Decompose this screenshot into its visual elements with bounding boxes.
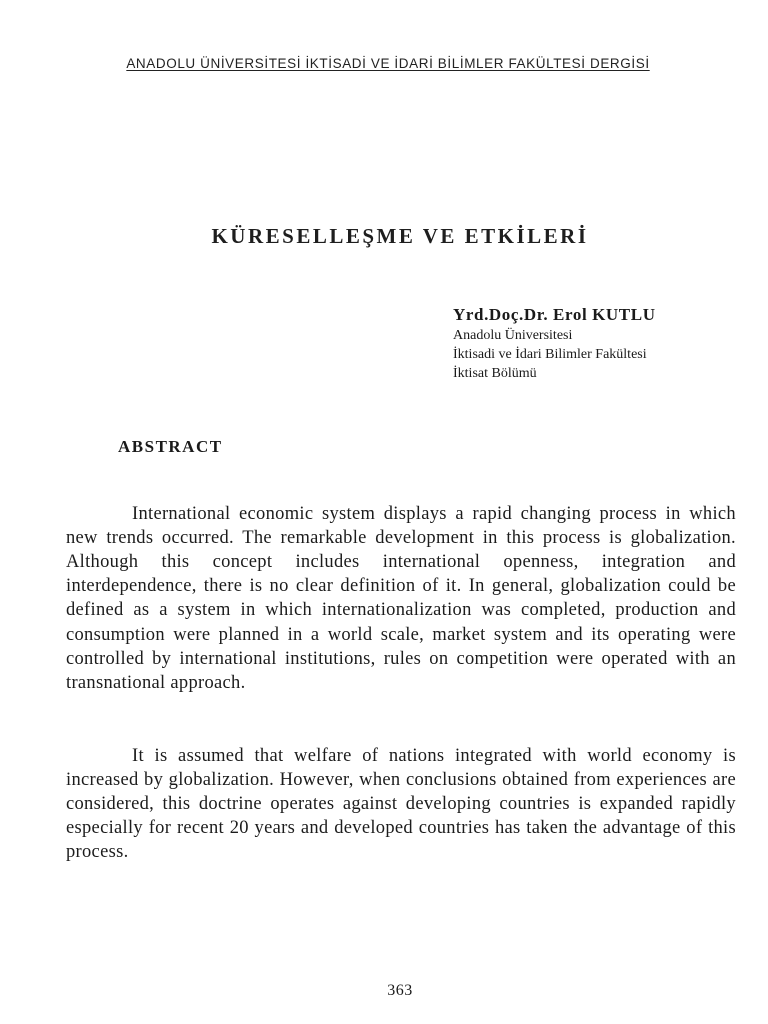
affiliation-faculty: İktisadi ve İdari Bilimler Fakültesi [453,347,647,362]
abstract-paragraph-2: It is assumed that welfare of nations integrated with world economy is increased by globalization. However, when conclusions obtained from experiences are considered, this doctrine operates against developing countries is expanded rapidly especially for recent 20 years and developed countries has taken the advantage of this process. [66,745,736,863]
page-number: 363 [387,982,413,999]
author-block [453,304,753,383]
abstract-heading: ABSTRACT [118,437,223,456]
journal-header: ANADOLU ÜNİVERSİTESİ İKTİSADİ VE İDARİ BİLİMLER FAKÜLTESİ DERGİSİ [126,56,650,71]
article-title: KÜRESELLEŞME VE ETKİLERİ [211,224,589,248]
author-name: Yrd.Doç.Dr. Erol KUTLU [453,305,656,324]
abstract-paragraph-1: International economic system displays a rapid changing process in which new trends occurred. The remarkable development in this process is globalization. Although this concept includes international openness, integration and interdependence, there is no clear definition of it. In general, globalization could be defined as a system in which internationalization was completed, production and consumption were planned in a world scale, market system and its operating were controlled by international institutions, rules on competition were operated with an transnational approach. [66,503,736,693]
affiliation-department: İktisat Bölümü [453,366,537,381]
affiliation-university: Anadolu Üniversitesi [453,328,573,343]
